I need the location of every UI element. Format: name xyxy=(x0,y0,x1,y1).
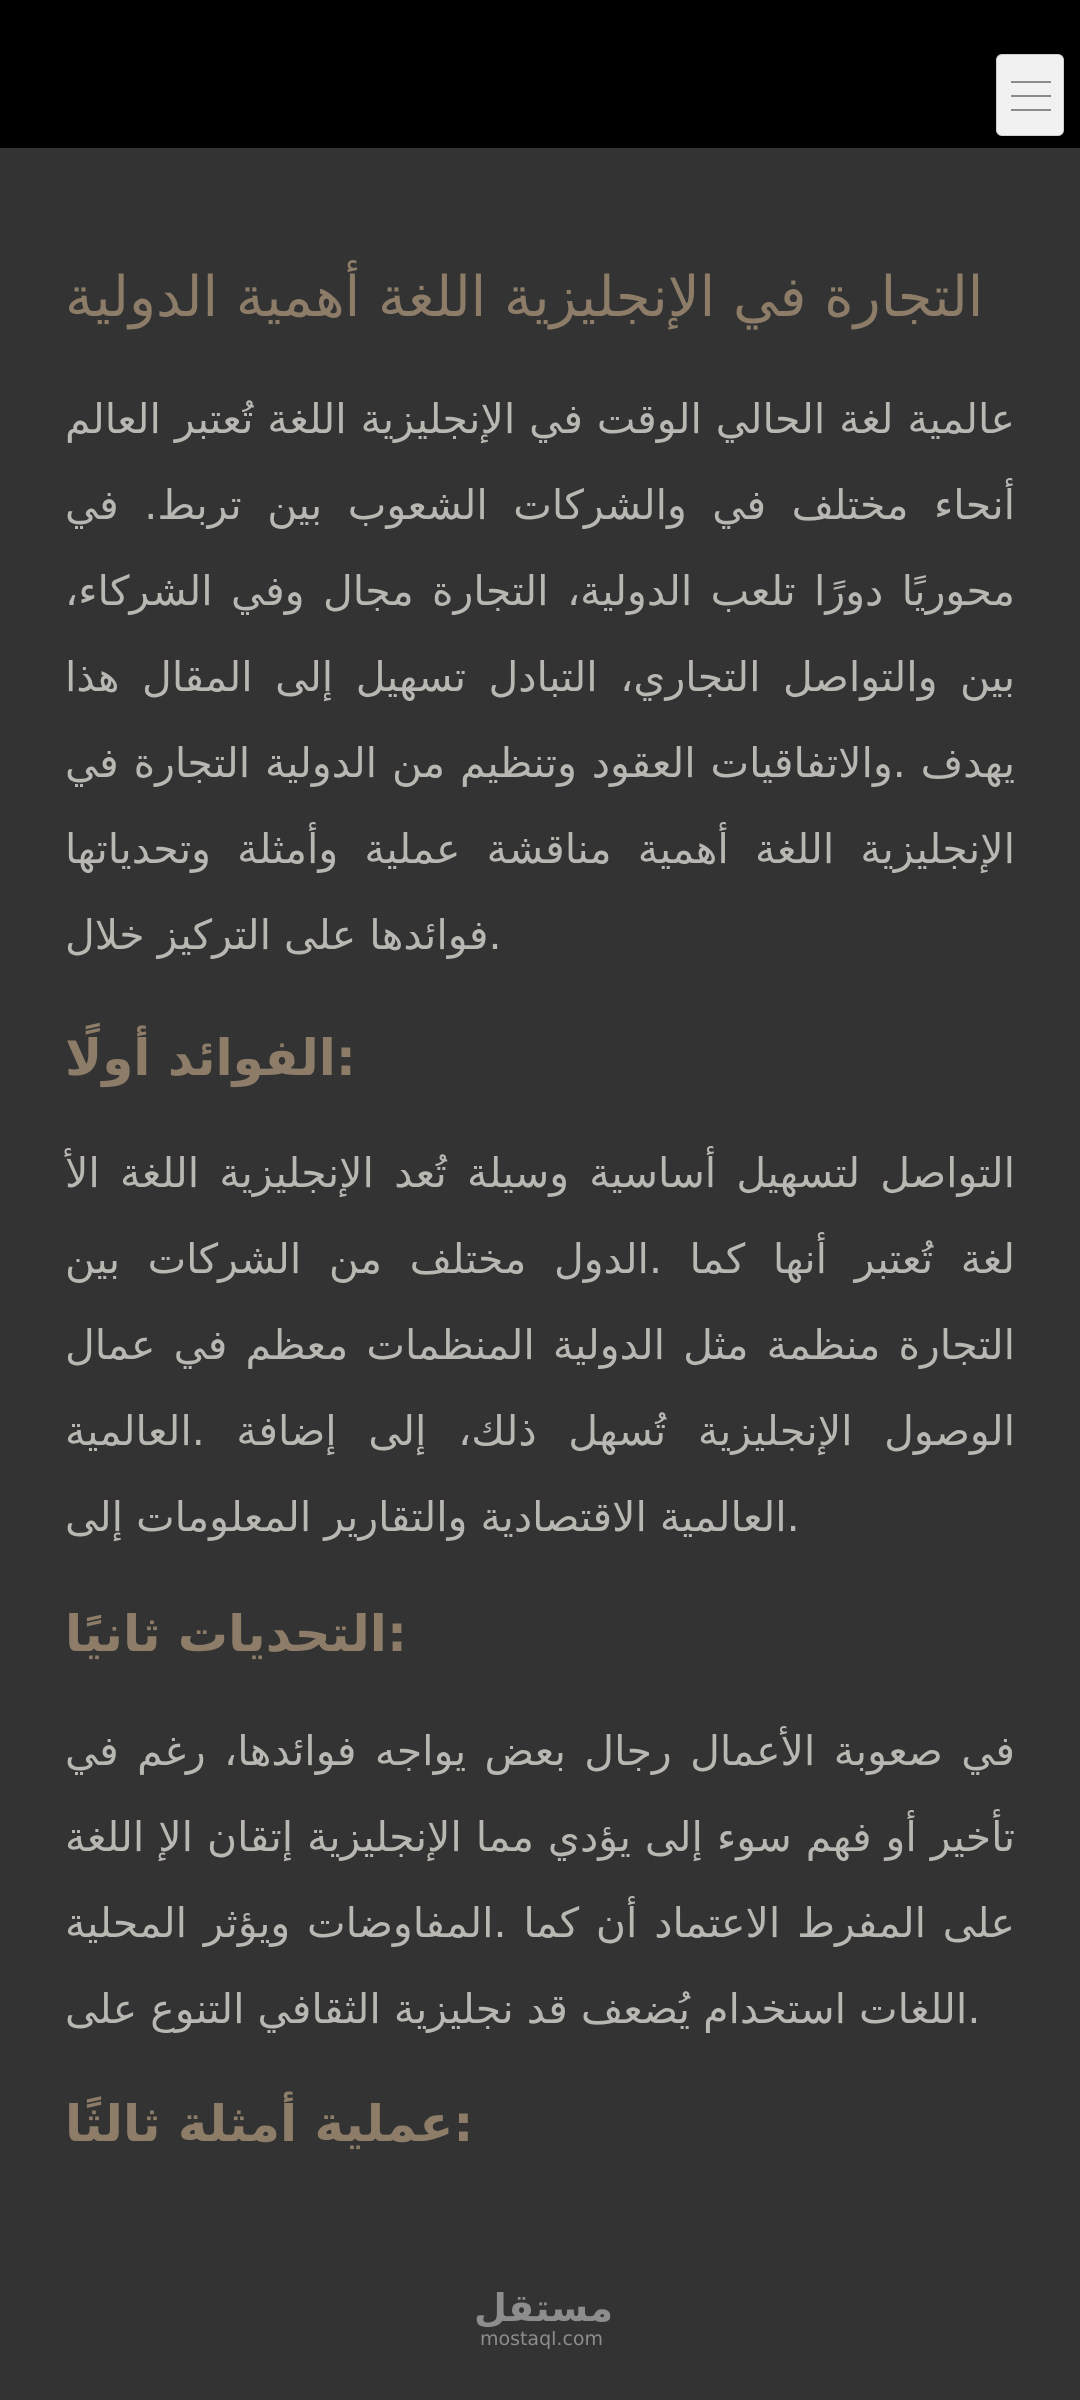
article-intro: عالمية لغة الحالي الوقت في الإنجليزية اللغة تُعتبر العالم أنحاء مختلف في والشركات الشعوب بين تربط. في محوريًا دورًا تلعب الدولية، التجارة مجال وفي الشركاء، بين والتواصل التجاري، التبادل تسهيل إلى المقال هذا يهدف .والاتفاقيات العقود وتنظيم من الدولية التجارة في الإنجليزية اللغة أهمية مناقشة عملية وأمثلة وتحدياتها فوائدها على التركيز خلال. xyxy=(65,395,1015,959)
article-title: التجارة في الإنجليزية اللغة أهمية الدولية xyxy=(65,265,984,330)
section-heading-examples: عملية أمثلة ثالثًا: xyxy=(65,2095,474,2153)
section-heading-benefits: الفوائد أولًا: xyxy=(65,1029,356,1087)
hamburger-icon xyxy=(1011,81,1051,83)
hamburger-icon-line xyxy=(1011,109,1051,111)
section-text-benefits: التواصل لتسهيل أساسية وسيلة تُعد الإنجليزية اللغة الأ لغة تُعتبر أنها كما .الدول مختلف من الشركات بين التجارة منظمة مثل الدولية المنظمات معظم في عمال الوصول الإنجليزية تُسهل ذلك، إلى إضافة .العالمية العالمية الاقتصادية والتقارير المعلومات إلى. xyxy=(65,1149,1015,1541)
menu-toggle-button[interactable] xyxy=(996,54,1064,136)
watermark-arabic: مستقل xyxy=(474,2286,613,2330)
top-navbar xyxy=(0,0,1080,148)
hamburger-icon-line xyxy=(1011,95,1051,97)
article xyxy=(65,240,1015,2174)
section-heading-challenges: التحديات ثانيًا: xyxy=(65,1605,407,1663)
watermark-latin: mostaql.com xyxy=(479,2328,604,2350)
section-text-challenges: في صعوبة الأعمال رجال بعض يواجه فوائدها، رغم في تأخير أو فهم سوء إلى يؤدي مما الإنجليزية إتقان الإ اللغة على المفرط الاعتماد أن كما .المفاوضات ويؤثر المحلية اللغات استخدام يُضعف قد نجليزية الثقافي التنوع على. xyxy=(65,1727,1015,2033)
mostaql-watermark xyxy=(474,2286,613,2354)
